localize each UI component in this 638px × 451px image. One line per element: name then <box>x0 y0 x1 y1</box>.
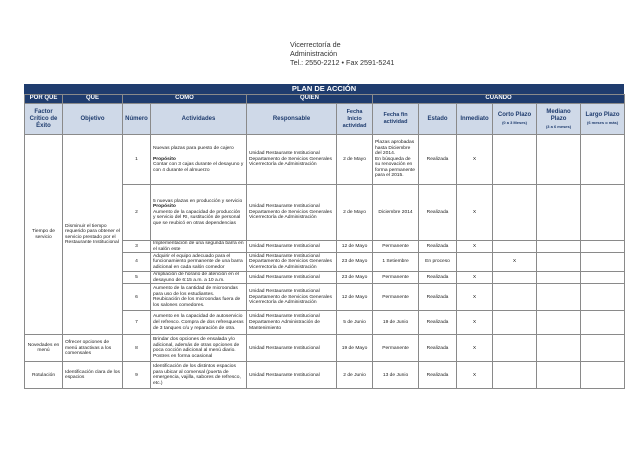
activity-line: 5 nuevas plazas en producción y servicio <box>153 198 243 204</box>
timeframe-corto-cell <box>493 362 537 389</box>
responsible-line: Unidad Restaurante Institucional <box>249 204 320 210</box>
col-inmediato: Inmediato <box>457 104 493 135</box>
number-cell: 7 <box>123 311 151 335</box>
timeframe-mediano-cell <box>537 241 581 253</box>
end-date-line: Permanente <box>382 345 409 351</box>
col-corto-range: (0 a 3 Meses) <box>502 120 527 125</box>
timeframe-corto-cell <box>493 335 537 362</box>
timeframe-mark: X <box>472 345 477 351</box>
responsible-line: Vicerrectoría de Administración <box>249 300 317 306</box>
objective-cell: Disminuir el tiempo requerido para obtener el servicio prestado por el Restaurante Institucional <box>63 135 123 335</box>
section-porque: POR QUÉ <box>25 95 63 104</box>
factor-cell: Rotulación <box>25 362 63 389</box>
status-cell: Realizada <box>419 135 457 185</box>
activity-cell <box>151 311 247 335</box>
activity-line: Identificación de los distintos espacios para ubicar al comensal (puerta de emergencia, vajilla, sabores de refresco, etc.) <box>153 364 241 386</box>
timeframe-mediano-cell <box>537 335 581 362</box>
responsible-line: Unidad Restaurante Institucional <box>249 345 320 351</box>
timeframe-mark: X <box>472 243 477 249</box>
activity-line: Aumento de la capacidad de producción y servicio del RI, sustitución de personal que se reubicó en otras dependencias <box>153 209 241 226</box>
start-date-cell: 5 de Junio <box>337 311 373 335</box>
col-fecha-inicio: Fecha Inicio actividad <box>337 104 373 135</box>
activity-line: Contar con 3 cajas durante el desayuno y con 4 durante el almuerzo <box>153 162 244 173</box>
number-cell: 4 <box>123 253 151 272</box>
responsible-cell <box>247 135 337 185</box>
responsible-cell <box>247 241 337 253</box>
status-cell: Realizada <box>419 311 457 335</box>
end-date-line: Diciembre 2014 <box>378 209 413 215</box>
number-cell: 3 <box>123 241 151 253</box>
timeframe-largo-cell <box>581 253 625 272</box>
timeframe-inmediato-cell <box>457 135 493 185</box>
objective-cell: Identificación clara de los espacios <box>63 362 123 389</box>
start-date-cell: 2 de Mayo <box>337 135 373 185</box>
col-mediano-label: Mediano Plazo <box>546 108 571 122</box>
plan-title: PLAN DE ACCIÓN <box>24 84 624 94</box>
timeframe-corto-cell <box>493 241 537 253</box>
timeframe-inmediato-cell <box>457 272 493 284</box>
timeframe-largo-cell <box>581 272 625 284</box>
start-date-cell: 2 de Junio <box>337 362 373 389</box>
end-date-cell <box>373 185 419 241</box>
activity-cell <box>151 284 247 311</box>
timeframe-mediano-cell <box>537 284 581 311</box>
status-cell: Realizada <box>419 335 457 362</box>
action-plan-body <box>25 135 625 389</box>
status-cell: Realizada <box>419 284 457 311</box>
start-date-cell: 19 de Mayo <box>337 335 373 362</box>
timeframe-mediano-cell <box>537 311 581 335</box>
timeframe-mark: X <box>472 274 477 280</box>
timeframe-largo-cell <box>581 362 625 389</box>
timeframe-inmediato-cell <box>457 335 493 362</box>
activity-line: Nuevas plazas para puesto de cajero <box>153 145 234 151</box>
start-date-cell: 12 de Mayo <box>337 241 373 253</box>
responsible-line: Departamento de Servicios Generales <box>249 209 332 215</box>
responsible-line: Vicerrectoría de Administración <box>249 215 317 221</box>
number-cell: 2 <box>123 185 151 241</box>
responsible-cell <box>247 253 337 272</box>
col-responsable: Responsable <box>247 104 337 135</box>
end-date-line: En búsqueda de su renovación en forma permanente para el 2015. <box>375 156 415 179</box>
timeframe-largo-cell <box>581 335 625 362</box>
table-row <box>25 362 625 389</box>
start-date-cell: 23 de Mayo <box>337 272 373 284</box>
action-plan-table <box>24 94 625 389</box>
end-date-line: Permanente <box>382 274 409 280</box>
timeframe-inmediato-cell <box>457 253 493 272</box>
col-largo-range: (6 meses o más) <box>586 120 619 125</box>
timeframe-corto-cell <box>493 185 537 241</box>
responsible-line: Departamento de Servicios Generales <box>249 294 332 300</box>
end-date-cell <box>373 335 419 362</box>
col-corto <box>493 104 537 135</box>
timeframe-largo-cell <box>581 311 625 335</box>
responsible-line: Unidad Restaurante Institucional <box>249 151 320 157</box>
col-estado: Estado <box>419 104 457 135</box>
end-date-cell <box>373 241 419 253</box>
responsible-line: Departamento de Servicios Generales <box>249 259 332 265</box>
responsible-line: Unidad Restaurante Institucional <box>249 243 320 249</box>
header-line-3: Tel.: 2550-2212 • Fax 2591-5241 <box>290 58 395 67</box>
col-mediano <box>537 104 581 135</box>
activity-line: Aumento en la capacidad de autoservicio del refresco. Compra de dos refresqueras de 3 tanques c/u y reparación de otra. <box>153 314 244 331</box>
responsible-line: Unidad Restaurante Institucional <box>249 314 320 320</box>
timeframe-corto-cell <box>493 311 537 335</box>
activity-line: Adquirir el equipo adecuado para el funcionamiento permanente de una barra adicional en cada salón comedor <box>153 253 243 270</box>
responsible-line: Unidad Restaurante Institucional <box>249 274 320 280</box>
timeframe-mark: X <box>472 156 477 162</box>
timeframe-largo-cell <box>581 284 625 311</box>
factor-cell: Novedades en menú <box>25 335 63 362</box>
end-date-line: 19 de Junio <box>382 320 409 326</box>
end-date-cell <box>373 362 419 389</box>
activity-cell <box>151 335 247 362</box>
header-line-1: Vicerrectoría de <box>290 40 341 49</box>
timeframe-inmediato-cell <box>457 311 493 335</box>
start-date-cell: 23 de Mayo <box>337 253 373 272</box>
number-cell: 1 <box>123 135 151 185</box>
activity-cell <box>151 185 247 241</box>
col-corto-label: Corto Plazo <box>497 112 532 118</box>
col-actividades: Actividades <box>151 104 247 135</box>
col-factor: Factor Crítico de Éxito <box>25 104 63 135</box>
end-date-line: Plazas aprobadas hasta Diciembre del 2014. <box>375 139 415 157</box>
activity-line: Propósito <box>153 156 176 162</box>
activity-line: Propósito <box>153 204 176 210</box>
status-cell: Realizada <box>419 272 457 284</box>
responsible-cell <box>247 335 337 362</box>
timeframe-corto-cell <box>493 284 537 311</box>
end-date-cell <box>373 311 419 335</box>
timeframe-inmediato-cell <box>457 241 493 253</box>
timeframe-mediano-cell <box>537 253 581 272</box>
section-que: QUÉ <box>63 95 123 104</box>
timeframe-corto-cell <box>493 253 537 272</box>
number-cell: 5 <box>123 272 151 284</box>
col-fecha-fin: Fecha fin actividad <box>373 104 419 135</box>
responsible-line: Unidad Restaurante Institucional <box>249 288 320 294</box>
activity-cell <box>151 241 247 253</box>
activity-line: Aumento de la cantidad de microondas para uso de los estudiantes. <box>153 286 238 297</box>
activity-line: Ampliación de horario de atención en el desayuno de 6:15 a.m. a 10 a.m. <box>153 272 239 283</box>
timeframe-largo-cell <box>581 135 625 185</box>
responsible-line: Unidad Restaurante Institucional <box>249 372 320 378</box>
column-header-row <box>25 104 625 135</box>
activity-cell <box>151 362 247 389</box>
timeframe-mark: X <box>472 372 477 378</box>
section-quien: QUIÉN <box>247 95 373 104</box>
activity-line: Reubicación de los microondas fuera de los salones comedores. <box>153 297 241 308</box>
end-date-line: Permanente <box>382 243 409 249</box>
factor-cell: Tiempo de servicio <box>25 135 63 335</box>
timeframe-mark: X <box>512 259 517 265</box>
end-date-cell <box>373 253 419 272</box>
status-cell: En proceso <box>419 253 457 272</box>
start-date-cell: 12 de Mayo <box>337 284 373 311</box>
responsible-line: Vicerrectoría de Administración <box>249 162 317 168</box>
header-line-2: Administración <box>290 49 338 58</box>
end-date-cell <box>373 135 419 185</box>
activity-line: Implementación de una segunda barra en el salón este <box>153 241 244 252</box>
status-cell: Realizada <box>419 362 457 389</box>
timeframe-mediano-cell <box>537 135 581 185</box>
timeframe-largo-cell <box>581 241 625 253</box>
timeframe-mark: X <box>472 294 477 300</box>
start-date-cell: 2 de Mayo <box>337 185 373 241</box>
responsible-line: Vicerrectoría de Administración <box>249 264 317 270</box>
responsible-line: Departamento de Servicios Generales <box>249 156 332 162</box>
timeframe-inmediato-cell <box>457 362 493 389</box>
section-como: CÓMO <box>123 95 247 104</box>
activity-line: Brindar dos opciones de ensalada y/o adicional, además de otras opciones de poca cocción adicional al menú diario. Postres en forma ocasional <box>153 337 240 359</box>
number-cell: 8 <box>123 335 151 362</box>
activity-cell <box>151 135 247 185</box>
timeframe-corto-cell <box>493 135 537 185</box>
timeframe-largo-cell <box>581 185 625 241</box>
institution-header <box>290 40 394 67</box>
timeframe-mediano-cell <box>537 185 581 241</box>
end-date-line: 1 Setiembre <box>382 259 409 265</box>
section-header-row <box>25 95 625 104</box>
activity-cell <box>151 253 247 272</box>
table-row <box>25 335 625 362</box>
activity-cell <box>151 272 247 284</box>
col-largo <box>581 104 625 135</box>
responsible-cell <box>247 311 337 335</box>
number-cell: 6 <box>123 284 151 311</box>
col-objetivo: Objetivo <box>63 104 123 135</box>
responsible-cell <box>247 185 337 241</box>
end-date-cell <box>373 272 419 284</box>
timeframe-mark: X <box>472 209 477 215</box>
table-row <box>25 135 625 185</box>
status-cell: Realizada <box>419 241 457 253</box>
responsible-line: Unidad Restaurante Institucional <box>249 253 320 259</box>
section-cuando: CUÁNDO <box>373 95 625 104</box>
status-cell: Realizada <box>419 185 457 241</box>
end-date-cell <box>373 284 419 311</box>
responsible-cell <box>247 272 337 284</box>
timeframe-corto-cell <box>493 272 537 284</box>
responsible-cell <box>247 362 337 389</box>
col-numero: Número <box>123 104 151 135</box>
end-date-line: 13 de Junio <box>382 372 409 378</box>
end-date-line: Permanente <box>382 294 409 300</box>
timeframe-mediano-cell <box>537 272 581 284</box>
number-cell: 9 <box>123 362 151 389</box>
objective-cell: Ofrecer opciones de menú atractivas a los comensales <box>63 335 123 362</box>
col-largo-label: Largo Plazo <box>585 112 620 118</box>
responsible-cell <box>247 284 337 311</box>
timeframe-mark: X <box>472 320 477 326</box>
timeframe-inmediato-cell <box>457 284 493 311</box>
responsible-line: Departamento Administración de Mantenimiento <box>249 320 320 331</box>
timeframe-mediano-cell <box>537 362 581 389</box>
timeframe-inmediato-cell <box>457 185 493 241</box>
col-mediano-range: (3 a 6 meses) <box>545 123 572 129</box>
